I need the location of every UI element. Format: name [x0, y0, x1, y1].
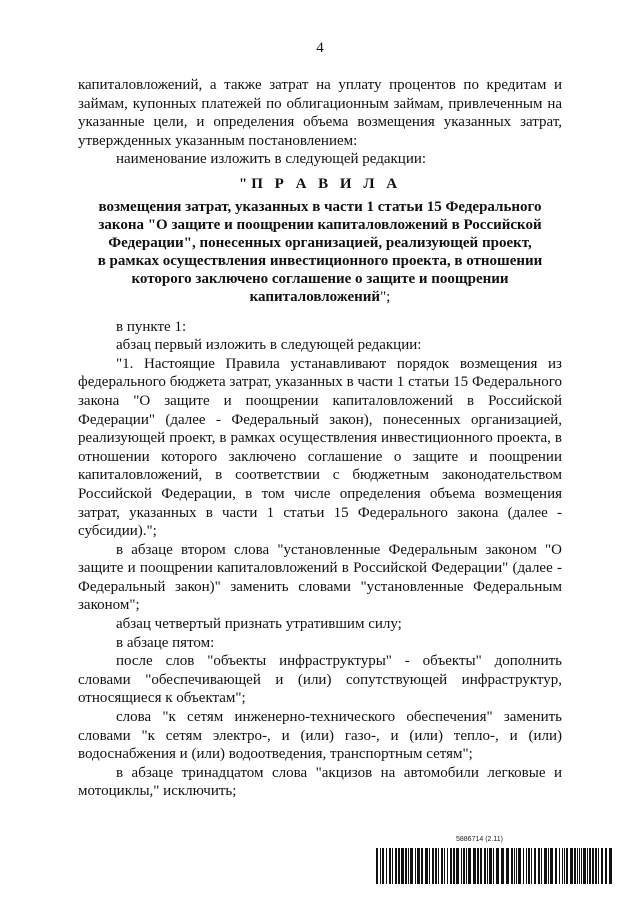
heading-last-tail: "; — [380, 288, 391, 305]
document-body — [78, 76, 562, 801]
paragraph: абзац четвертый признать утратившим силу; — [116, 616, 402, 633]
paragraph: в абзаце пятом: — [116, 634, 215, 651]
paragraph: в пункте 1: — [116, 318, 187, 335]
heading-line: закона "О защите и поощрении капиталовложений в Российской — [98, 216, 542, 233]
barcode-icon — [376, 848, 612, 884]
heading-line-last — [78, 288, 562, 306]
barcode-area — [376, 836, 612, 888]
paragraph: "1. Настоящие Правила устанавливают порядок возмещения из федерального бюджета затрат, указанных в части 1 статьи 15 Федерального закона "О защите и поощрении капиталовложений в Российской Федерации" (далее - Федеральный закон), понесенных организацией, реализующей проект, в рамках осуществления инвестиционного проекта, в отношении которого заключено соглашение о защите и поощрении капиталовложений, в соответствии с бюджетным законодательством Российской Федерации, в том числе определения объема возмещения затрат, указанных в части 1 статьи 15 Федерального закона (далее - субсидии)."; — [78, 355, 562, 540]
paragraph: слова "к сетям инженерно-технического обеспечения" заменить словами "к сетям электро-, и (или) газо-, и (или) тепло-, и (или) водоснабжения и (или) водоотведения, транспортным сетям"; — [78, 709, 562, 763]
heading-line: которого заключено соглашение о защите и поощрении — [131, 270, 509, 287]
paragraph: капиталовложений, а также затрат на уплату процентов по кредитам и займам, купонных платежей по облигационным займам, привлеченным на указанные цели, и определения объема возмещения указанных затрат, утвержденных указанным постановлением: — [78, 77, 562, 149]
page-number: 4 — [316, 40, 324, 56]
rules-title: "П Р А В И Л А — [238, 175, 402, 192]
paragraph: в абзаце тринадцатом слова "акцизов на автомобили легковые и мотоциклы," исключить; — [78, 764, 562, 800]
paragraph: в абзаце втором слова "установленные Федеральным законом "О защите и поощрении капиталовложений в Российской Федерации" (далее - Федеральный закон)" заменить словами "установленные Федеральным законом"; — [78, 541, 562, 614]
heading-line: в рамках осуществления инвестиционного проекта, в отношении — [97, 252, 543, 269]
heading-line: возмещения затрат, указанных в части 1 статьи 15 Федерального — [98, 198, 542, 215]
paragraph: после слов "объекты инфраструктуры" - объекты" дополнить словами "обеспечивающей и (или) сопутствующей инфраструктур, относящиеся к объектам"; — [78, 653, 562, 707]
heading-last-bold: капиталовложений — [249, 288, 381, 305]
heading-line: Федерации", понесенных организацией, реализующей проект, — [108, 234, 532, 251]
rules-heading — [78, 198, 562, 306]
barcode-text: 5886714 (2.11) — [456, 836, 503, 843]
paragraph: абзац первый изложить в следующей редакции: — [116, 337, 422, 354]
paragraph: наименование изложить в следующей редакции: — [116, 151, 427, 168]
